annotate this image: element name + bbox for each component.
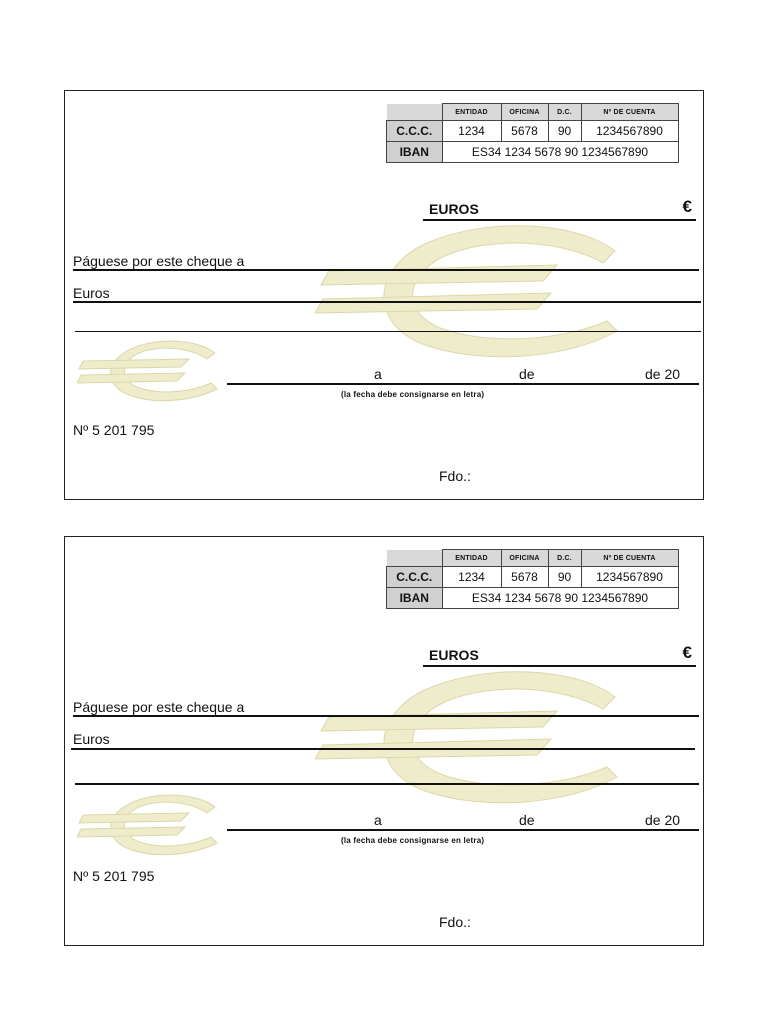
iban-label: IBAN xyxy=(387,588,443,609)
table-blank-cell xyxy=(387,550,443,567)
ccc-dc-field[interactable]: 90 xyxy=(548,121,581,142)
header-oficina: OFICINA xyxy=(501,550,548,567)
iban-label: IBAN xyxy=(387,142,443,163)
signature-label: Fdo.: xyxy=(439,914,471,930)
date-line[interactable] xyxy=(227,829,699,831)
cheque-number: Nº 5 201 795 xyxy=(73,422,155,438)
euros-label: EUROS xyxy=(429,201,479,217)
cheque-2 xyxy=(64,536,704,946)
euro-watermark-icon xyxy=(315,669,625,809)
table-blank-cell xyxy=(387,104,443,121)
header-oficina: OFICINA xyxy=(501,104,548,121)
amount-words-line-2[interactable] xyxy=(75,331,701,332)
amount-euros-field[interactable] xyxy=(423,645,696,667)
header-dc: D.C. xyxy=(548,550,581,567)
ccc-label: C.C.C. xyxy=(387,567,443,588)
pay-to-label: Páguese por este cheque a xyxy=(73,699,245,715)
euros-label: EUROS xyxy=(429,647,479,663)
amount-words-label: Euros xyxy=(73,731,110,747)
ccc-oficina-field[interactable]: 5678 xyxy=(501,121,548,142)
cheque-number: Nº 5 201 795 xyxy=(73,868,155,884)
date-note: (la fecha debe consignarse en letra) xyxy=(341,836,485,845)
amount-words-label: Euros xyxy=(73,285,110,301)
euro-logo-icon xyxy=(77,793,219,857)
euro-watermark-icon xyxy=(315,223,625,363)
header-cuenta: Nº DE CUENTA xyxy=(581,104,678,121)
euro-sign-icon: € xyxy=(682,643,692,662)
header-cuenta: Nº DE CUENTA xyxy=(581,550,678,567)
euro-sign-icon: € xyxy=(682,197,692,216)
date-line[interactable] xyxy=(227,383,699,385)
date-de20-label: de 20 xyxy=(645,812,681,828)
pay-to-label: Páguese por este cheque a xyxy=(73,253,245,269)
header-dc: D.C. xyxy=(548,104,581,121)
iban-field[interactable]: ES34 1234 5678 90 1234567890 xyxy=(442,142,678,163)
signature-label: Fdo.: xyxy=(439,468,471,484)
date-a-label: a xyxy=(374,812,382,828)
ccc-entidad-field[interactable]: 1234 xyxy=(442,567,501,588)
amount-words-line-2[interactable] xyxy=(75,783,699,785)
bank-account-table xyxy=(386,549,679,609)
bank-account-table xyxy=(386,103,679,163)
ccc-dc-field[interactable]: 90 xyxy=(548,567,581,588)
date-de-label: de xyxy=(519,366,535,382)
amount-words-line[interactable] xyxy=(71,748,695,750)
amount-euros-field[interactable] xyxy=(423,199,696,221)
ccc-cuenta-field[interactable]: 1234567890 xyxy=(581,121,678,142)
euro-logo-icon xyxy=(77,339,219,403)
pay-to-line[interactable] xyxy=(73,715,699,717)
ccc-cuenta-field[interactable]: 1234567890 xyxy=(581,567,678,588)
cheque-1 xyxy=(64,90,704,500)
ccc-oficina-field[interactable]: 5678 xyxy=(501,567,548,588)
iban-field[interactable]: ES34 1234 5678 90 1234567890 xyxy=(442,588,678,609)
header-entidad: ENTIDAD xyxy=(442,550,501,567)
header-entidad: ENTIDAD xyxy=(442,104,501,121)
date-note: (la fecha debe consignarse en letra) xyxy=(341,390,485,399)
ccc-label: C.C.C. xyxy=(387,121,443,142)
date-a-label: a xyxy=(374,366,382,382)
date-de-label: de xyxy=(519,812,535,828)
ccc-entidad-field[interactable]: 1234 xyxy=(442,121,501,142)
amount-words-line[interactable] xyxy=(73,301,701,303)
date-de20-label: de 20 xyxy=(645,366,681,382)
pay-to-line[interactable] xyxy=(73,269,699,271)
